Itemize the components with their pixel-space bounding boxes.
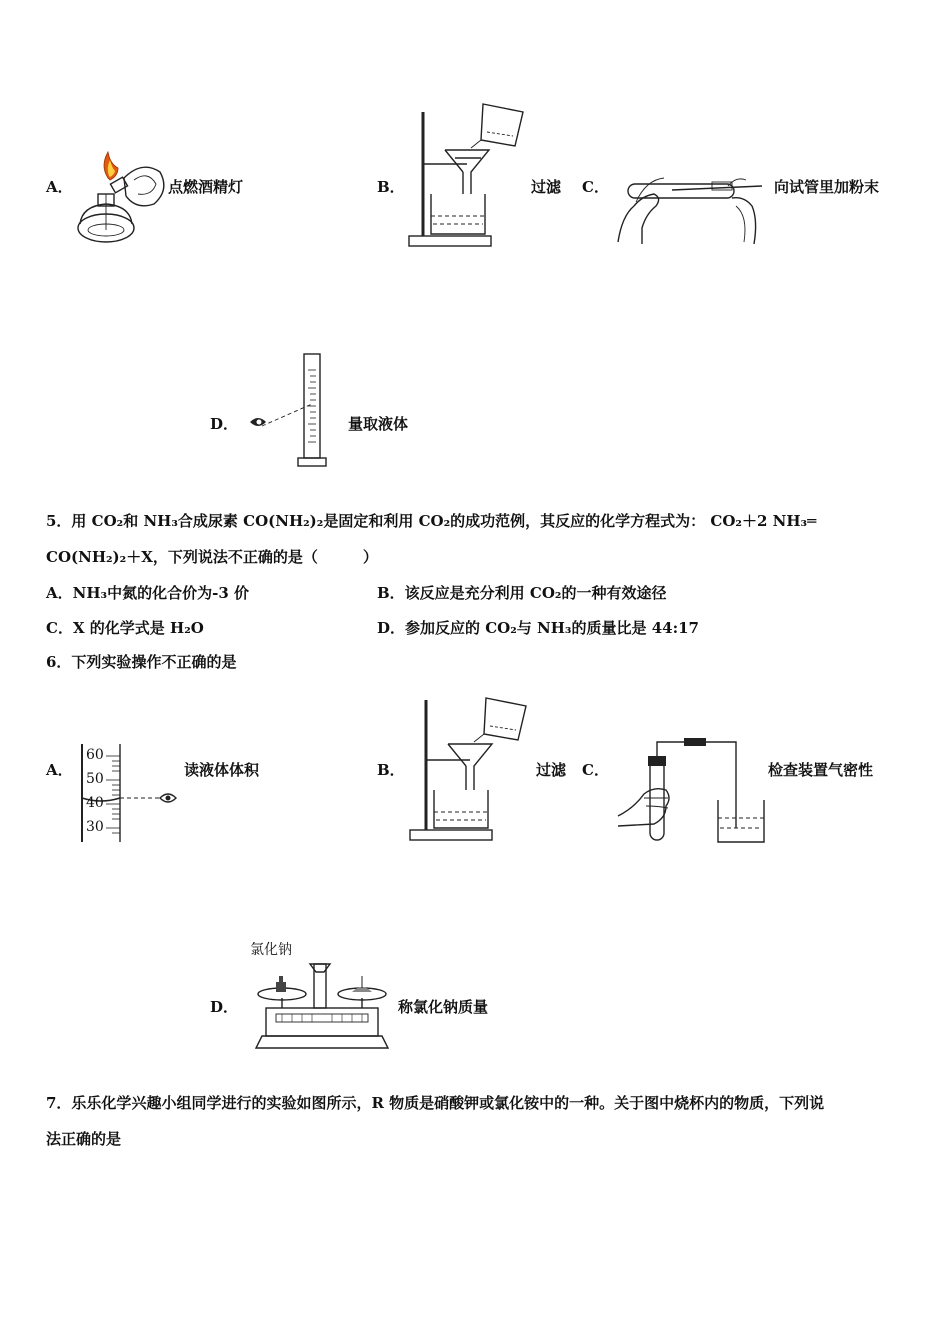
tick-label-40: 40: [86, 795, 104, 811]
tick-label-50: 50: [86, 771, 104, 787]
q7-stem-line-1: 7．乐乐化学兴趣小组同学进行的实验如图所示，R 物质是硝酸钾或氯化铵中的一种。关于图中烧杯内的物质，下列说: [46, 1094, 825, 1112]
q4-option-c-caption: 向试管里加粉末: [774, 178, 880, 196]
q4-option-a-caption: 点燃酒精灯: [168, 178, 244, 196]
filtration-figure-q4: [405, 102, 530, 254]
q4-option-c-letter: C．: [582, 178, 609, 196]
q6-option-c-letter: C．: [582, 761, 609, 779]
adding-powder-to-test-tube-figure: [612, 172, 767, 252]
q6-stem: 6．下列实验操作不正确的是: [46, 653, 237, 671]
q6-option-b-caption: 过滤: [536, 761, 567, 779]
q4-option-a-letter: A．: [46, 178, 73, 196]
tick-label-60: 60: [86, 747, 104, 763]
q5-stem-line-1: 5．用 CO₂和 NH₃合成尿素 CO(NH₂)₂是固定和利用 CO₂的成功范例，其反应的化学方程式为： CO₂＋2 NH₃═: [46, 512, 817, 530]
q6-option-a-letter: A．: [46, 761, 73, 779]
q4-option-b-caption: 过滤: [531, 178, 562, 196]
measuring-cylinder-reading-figure: [246, 350, 336, 474]
filtration-figure-q6: [406, 694, 531, 848]
q6-option-a-caption: 读液体体积: [184, 761, 260, 779]
q4-option-b-letter: B．: [377, 178, 405, 196]
q4-option-d-letter: D．: [210, 415, 239, 433]
q5-option-a: A．NH₃中氮的化合价为-3 价: [46, 584, 249, 602]
q5-stem-line-2: CO(NH₂)₂＋X，下列说法不正确的是（ ）: [46, 548, 378, 566]
tick-label-30: 30: [86, 819, 104, 835]
balance-weighing-figure: [252, 958, 392, 1056]
lighting-alcohol-lamp-figure: [72, 150, 182, 254]
q5-option-b: B．该反应是充分利用 CO₂的一种有效途径: [377, 584, 667, 602]
q5-option-d: D．参加反应的 CO₂与 NH₃的质量比是 44:17: [377, 619, 699, 637]
sodium-chloride-label: 氯化钠: [250, 942, 292, 958]
airtightness-check-figure: [614, 732, 774, 850]
q6-option-d-caption: 称氯化钠质量: [398, 998, 489, 1016]
q7-stem-line-2: 法正确的是: [46, 1130, 122, 1148]
q6-option-c-caption: 检查装置气密性: [768, 761, 874, 779]
q4-option-d-caption: 量取液体: [348, 415, 409, 433]
q6-option-d-letter: D．: [210, 998, 239, 1016]
q6-option-b-letter: B．: [377, 761, 405, 779]
q5-option-c: C．X 的化学式是 H₂O: [46, 619, 204, 637]
